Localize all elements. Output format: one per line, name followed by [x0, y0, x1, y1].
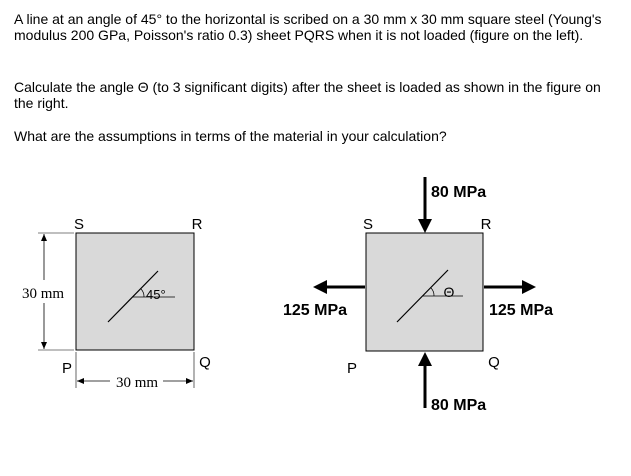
right-load-label: 125 MPa: [489, 302, 554, 319]
height-dimension-label: 30 mm: [21, 286, 65, 302]
loaded-corner-p-label: P: [346, 360, 358, 377]
top-load-label: 80 MPa: [431, 184, 487, 201]
angle-45-label: 45°: [146, 287, 166, 302]
loaded-sheet-figure: [283, 177, 553, 414]
left-load-arrow-head: [313, 280, 327, 294]
corner-s-label: S: [73, 216, 85, 233]
corner-p-label: P: [61, 360, 73, 377]
width-dimension-label: 30 mm: [115, 375, 159, 391]
left-load-label: 125 MPa: [283, 302, 348, 319]
corner-q-label: Q: [199, 354, 211, 371]
assumptions-question: What are the assumptions in terms of the material in your calculation?: [14, 128, 447, 144]
loaded-corner-s-label: S: [362, 216, 374, 233]
unloaded-sheet-figure: [22, 216, 211, 391]
loaded-plate: [366, 233, 483, 351]
loaded-corner-r-label: R: [480, 216, 492, 233]
calculation-question: Calculate the angle Θ (to 3 significant digits) after the sheet is loaded as shown in the figure on the right.: [14, 79, 601, 111]
top-load-arrow-head: [418, 219, 432, 233]
theta-label: Θ: [443, 284, 455, 300]
corner-r-label: R: [191, 216, 203, 233]
unloaded-plate: [76, 233, 194, 350]
problem-statement: A line at an angle of 45° to the horizontal is scribed on a 30 mm x 30 mm square steel (Young's modulus 200 GPa, Poisson's ratio 0.3) sheet PQRS when it is not loaded (figure on the left).: [14, 11, 602, 43]
bottom-load-label: 80 MPa: [431, 397, 487, 414]
bottom-load-arrow-head: [418, 352, 432, 366]
loaded-corner-q-label: Q: [488, 354, 500, 371]
right-load-arrow-head: [522, 280, 536, 294]
